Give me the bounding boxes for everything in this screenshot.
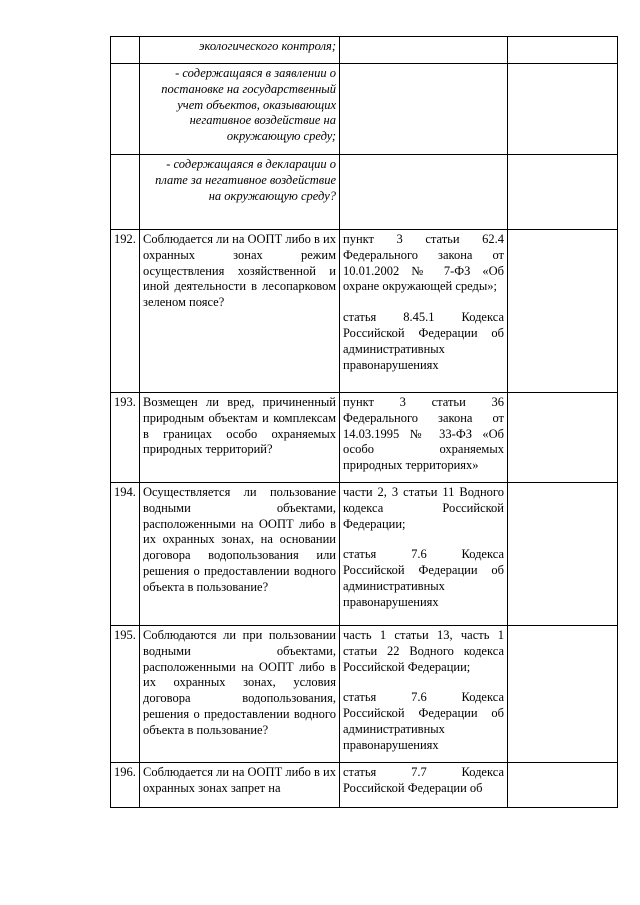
answer-cell — [508, 626, 618, 763]
answer-cell — [508, 155, 618, 230]
table-row — [111, 626, 618, 763]
question-cell: Соблюдается ли на ООПТ либо в их охранных зонах режим осуществления хозяйственной и иной деятельности в лесопарковом зеленом поясе? — [140, 230, 340, 393]
table-row — [111, 155, 618, 230]
row-number: 194. — [111, 483, 140, 626]
reference-paragraph: статья 7.7 Кодекса Российской Федерации об — [343, 765, 504, 795]
question-cell: Соблюдается ли на ООПТ либо в их охранных зонах запрет на — [140, 763, 340, 808]
reference-cell — [340, 626, 508, 763]
question-cell: Осуществляется ли пользование водными объектами, расположенными на ООПТ либо в их охранных зонах, на основании договора водопользования или решения о предоставлении водного объекта в пользование? — [140, 483, 340, 626]
number-cell — [111, 155, 140, 230]
table-row — [111, 763, 618, 808]
reference-paragraph: статья 8.45.1 Кодекса Российской Федерации об административных правонарушениях — [343, 310, 504, 372]
reference-paragraph: статья 7.6 Кодекса Российской Федерации об административных правонарушениях — [343, 547, 504, 609]
reference-paragraph: пункт 3 статьи 36 Федерального закона от 14.03.1995 № 33-ФЗ «Об особо охраняемых природных территориях» — [343, 395, 504, 473]
reference-cell — [340, 155, 508, 230]
table-row — [111, 393, 618, 483]
row-number: 196. — [111, 763, 140, 808]
reference-cell — [340, 393, 508, 483]
reference-cell — [340, 763, 508, 808]
row-number: 193. — [111, 393, 140, 483]
reference-paragraph: части 2, 3 статьи 11 Водного кодекса Российской Федерации; — [343, 485, 504, 531]
reference-paragraph: статья 7.6 Кодекса Российской Федерации об административных правонарушениях — [343, 690, 504, 752]
table-row — [111, 230, 618, 393]
answer-cell — [508, 763, 618, 808]
question-cell: Соблюдаются ли при пользовании водными объектами, расположенными на ООПТ либо в их охранных зонах, условия договора водопользования, решения о предоставлении водного объекта в пользование? — [140, 626, 340, 763]
answer-cell — [508, 64, 618, 155]
answer-cell — [508, 393, 618, 483]
answer-cell — [508, 230, 618, 393]
question-cell: - содержащаяся в заявлении о постановке на государственный учет объектов, оказывающих негативное воздействие на окружающую среду; — [140, 64, 340, 155]
question-cell: - содержащаяся в декларации о плате за негативное воздействие на окружающую среду? — [140, 155, 340, 230]
table-row — [111, 483, 618, 626]
reference-cell — [340, 483, 508, 626]
reference-cell — [340, 37, 508, 64]
answer-cell — [508, 37, 618, 64]
checklist-table — [110, 36, 618, 808]
number-cell — [111, 64, 140, 155]
table-row — [111, 64, 618, 155]
reference-cell — [340, 230, 508, 393]
reference-cell — [340, 64, 508, 155]
reference-paragraph: пункт 3 статьи 62.4 Федерального закона от 10.01.2002 № 7-ФЗ «Об охране окружающей среды»; — [343, 232, 504, 294]
table-row — [111, 37, 618, 64]
question-cell: экологического контроля; — [140, 37, 340, 64]
number-cell — [111, 37, 140, 64]
row-number: 192. — [111, 230, 140, 393]
question-cell: Возмещен ли вред, причиненный природным объектам и комплексам в границах особо охраняемых природных территорий? — [140, 393, 340, 483]
reference-paragraph: часть 1 статьи 13, часть 1 статьи 22 Водного кодекса Российской Федерации; — [343, 628, 504, 674]
row-number: 195. — [111, 626, 140, 763]
answer-cell — [508, 483, 618, 626]
